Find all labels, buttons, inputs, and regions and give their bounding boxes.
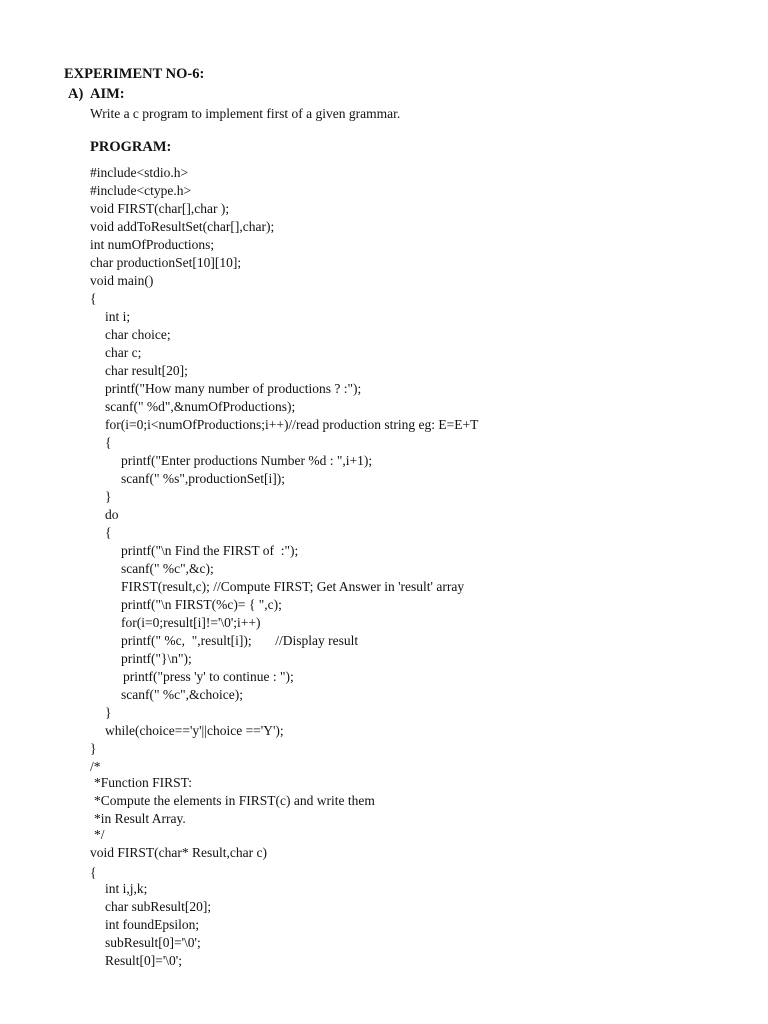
code-line: while(choice=='y'||choice =='Y'); [105, 723, 284, 738]
section-marker: A) [68, 86, 84, 102]
code-line: for(i=0;i<numOfProductions;i++)//read production string eg: E=E+T [105, 417, 479, 432]
code-line: } [90, 741, 97, 756]
code-line: { [90, 291, 97, 306]
code-line: void addToResultSet(char[],char); [90, 219, 275, 234]
code-line: */ [94, 827, 105, 842]
code-line: int foundEpsilon; [105, 917, 200, 932]
code-line: int i,j,k; [105, 881, 148, 896]
code-line: subResult[0]='\0'; [105, 935, 201, 950]
aim-text: Write a c program to implement first of a given grammar. [90, 106, 401, 121]
code-line: char choice; [105, 327, 171, 342]
code-line: int numOfProductions; [90, 237, 215, 252]
code-line: char subResult[20]; [105, 899, 212, 914]
code-line: scanf(" %c",&c); [121, 561, 214, 576]
code-line: { [105, 435, 112, 450]
code-line: } [105, 705, 112, 720]
code-line: { [90, 865, 97, 880]
code-line: Result[0]='\0'; [105, 953, 182, 968]
code-line: *Compute the elements in FIRST(c) and write them [94, 793, 375, 808]
code-line: printf("Enter productions Number %d : ",i+1); [121, 453, 373, 468]
code-line: *in Result Array. [94, 811, 186, 826]
code-line: do [105, 507, 119, 522]
experiment-title: EXPERIMENT NO-6: [64, 66, 205, 82]
code-line: #include<stdio.h> [90, 165, 189, 180]
code-line: /* [90, 759, 101, 774]
code-line: scanf(" %s",productionSet[i]); [121, 471, 285, 486]
code-line: printf("\n FIRST(%c)= { ",c); [121, 597, 282, 612]
code-line: FIRST(result,c); //Compute FIRST; Get Answer in 'result' array [121, 579, 465, 594]
code-line: char result[20]; [105, 363, 188, 378]
code-line: printf(" %c, ",result[i]); //Display result [121, 633, 359, 648]
code-line: void main() [90, 273, 154, 288]
program-heading: PROGRAM: [90, 139, 172, 155]
code-line: printf("How many number of productions ? :"); [105, 381, 362, 396]
code-line: printf("}\n"); [121, 651, 192, 666]
code-line: { [105, 525, 112, 540]
code-line: int i; [105, 309, 131, 324]
code-line: printf("press 'y' to continue : "); [123, 669, 294, 684]
code-line: scanf(" %c",&choice); [121, 687, 243, 702]
code-line: void FIRST(char[],char ); [90, 201, 230, 216]
aim-heading: AIM: [90, 86, 125, 102]
code-line: } [105, 489, 112, 504]
code-line: char productionSet[10][10]; [90, 255, 242, 270]
code-line: void FIRST(char* Result,char c) [90, 845, 267, 860]
code-line: *Function FIRST: [94, 775, 192, 790]
code-line: scanf(" %d",&numOfProductions); [105, 399, 296, 414]
code-line: for(i=0;result[i]!='\0';i++) [121, 615, 261, 630]
code-line: char c; [105, 345, 142, 360]
code-line: printf("\n Find the FIRST of :"); [121, 543, 299, 558]
code-line: #include<ctype.h> [90, 183, 192, 198]
